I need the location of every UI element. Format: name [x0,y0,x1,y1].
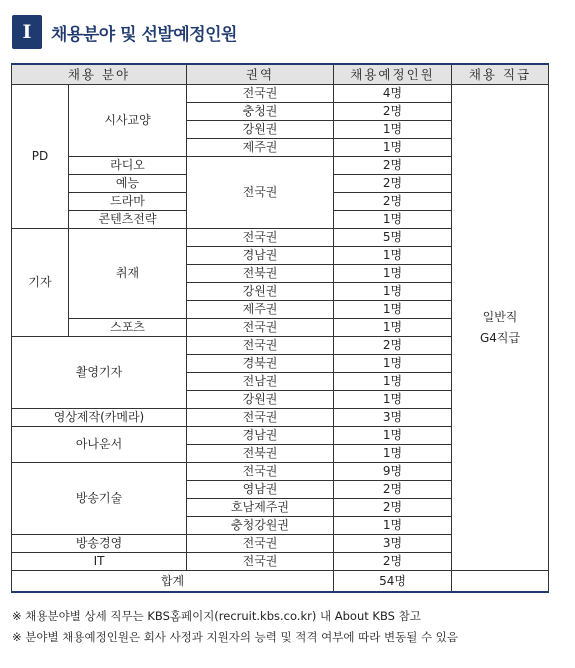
footnotes [12,606,458,648]
category-announcer: 아나운서 [12,427,187,463]
count-cell: 1명 [334,373,452,391]
subcategory-drama: 드라마 [69,193,187,211]
count-cell: 2명 [334,175,452,193]
subcategory-sports: 스포츠 [69,319,187,337]
region-cell: 전국권 [187,337,334,355]
category-it: IT [12,553,187,571]
region-cell: 경북권 [187,355,334,373]
region-cell: 충청강원권 [187,517,334,535]
region-cell: 전국권 [187,157,334,229]
count-cell: 1명 [334,211,452,229]
section-number-badge: I [12,15,42,49]
count-cell: 1명 [334,355,452,373]
subcategory-news: 취재 [69,229,187,319]
footnote-job-details: ※ 채용분야별 상세 직무는 KBS홈페이지(recruit.kbs.co.kr) 내 About KBS 참고 [12,609,421,623]
region-cell: 전북권 [187,265,334,283]
category-broadcast-management: 방송경영 [12,535,187,553]
count-cell: 5명 [334,229,452,247]
region-cell: 전국권 [187,535,334,553]
category-reporter: 기자 [12,229,69,337]
count-cell: 1명 [334,247,452,265]
region-cell: 강원권 [187,283,334,301]
grade-line-1: 일반직 [482,309,518,324]
count-cell: 2명 [334,553,452,571]
category-video-production: 영상제작(카메라) [12,409,187,427]
count-cell: 1명 [334,139,452,157]
recruitment-table [11,63,549,593]
count-cell: 2명 [334,193,452,211]
count-cell: 2명 [334,103,452,121]
region-cell: 전국권 [187,463,334,481]
total-count: 54명 [334,571,452,593]
count-cell: 1명 [334,121,452,139]
region-cell: 전국권 [187,229,334,247]
region-cell: 강원권 [187,121,334,139]
region-cell: 제주권 [187,301,334,319]
region-cell: 충청권 [187,103,334,121]
category-broadcast-tech: 방송기술 [12,463,187,535]
total-label: 합계 [12,571,334,593]
region-cell: 전국권 [187,409,334,427]
region-cell: 전국권 [187,553,334,571]
count-cell: 9명 [334,463,452,481]
region-cell: 영남권 [187,481,334,499]
subcategory-entertainment: 예능 [69,175,187,193]
header-count: 채용예정인원 [334,64,452,85]
subcategory-contents: 콘텐츠전략 [69,211,187,229]
subcategory-radio: 라디오 [69,157,187,175]
footnote-headcount-change: ※ 분야별 채용예정인원은 회사 사정과 지원자의 능력 및 적격 여부에 따라 변동될 수 있음 [12,630,458,644]
region-cell: 전국권 [187,319,334,337]
count-cell: 1명 [334,445,452,463]
count-cell: 1명 [334,391,452,409]
table-header-row [12,64,549,85]
count-cell: 1명 [334,517,452,535]
category-pd: PD [12,85,69,229]
count-cell: 1명 [334,265,452,283]
total-grade-empty [452,571,549,593]
table-row [12,85,549,103]
section-header [12,14,237,50]
section-title: 채용분야 및 선발예정인원 [51,24,237,45]
region-cell: 강원권 [187,391,334,409]
count-cell: 2명 [334,157,452,175]
count-cell: 4명 [334,85,452,103]
subcategory-sisa: 시사교양 [69,85,187,157]
count-cell: 1명 [334,319,452,337]
grade-cell [452,85,549,571]
header-grade: 채용 직급 [452,64,549,85]
grade-line-2: G4직급 [479,330,521,345]
region-cell: 전북권 [187,445,334,463]
count-cell: 3명 [334,535,452,553]
region-cell: 전국권 [187,85,334,103]
count-cell: 3명 [334,409,452,427]
count-cell: 2명 [334,337,452,355]
count-cell: 1명 [334,283,452,301]
total-row [12,571,549,593]
count-cell: 2명 [334,481,452,499]
count-cell: 1명 [334,427,452,445]
header-field: 채용 분야 [12,64,187,85]
count-cell: 1명 [334,301,452,319]
region-cell: 전남권 [187,373,334,391]
category-camera-reporter: 촬영기자 [12,337,187,409]
count-cell: 2명 [334,499,452,517]
region-cell: 경남권 [187,247,334,265]
region-cell: 호남제주권 [187,499,334,517]
region-cell: 제주권 [187,139,334,157]
header-region: 권역 [187,64,334,85]
region-cell: 경남권 [187,427,334,445]
